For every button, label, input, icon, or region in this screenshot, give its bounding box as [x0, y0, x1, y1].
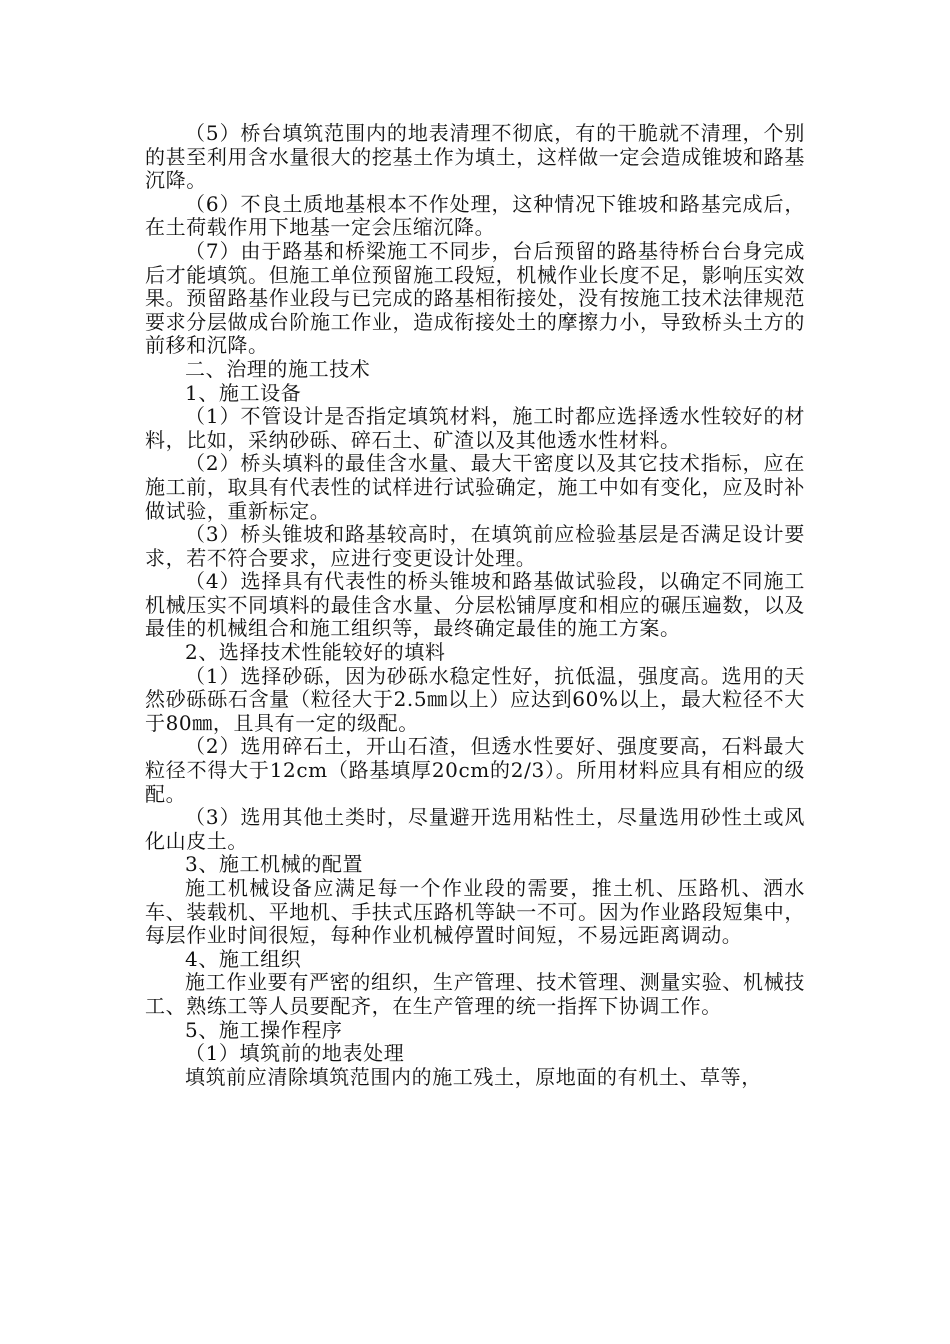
organization-paragraph: 施工作业要有严密的组织，生产管理、技术管理、测量实验、机械技工、熟练工等人员要配齐，在生产管理的统一指挥下协调工作。 — [145, 970, 805, 1018]
document-body — [145, 122, 805, 1089]
subsection-heading-2: 2、选择技术性能较好的填料 — [185, 640, 446, 665]
equipment-item-4: （4）选择具有代表性的桥头锥坡和路基做试验段，以确定不同施工机械压实不同填料的最佳含水量、分层松铺厚度和相应的碾压遍数，以及最佳的机械组合和施工组织等，最终确定最佳的施工方案。 — [145, 569, 805, 641]
procedure-item-1-text: 填筑前应清除填筑范围内的施工残土，原地面的有机土、草等， — [185, 1064, 762, 1089]
equipment-item-1: （1）不管设计是否指定填筑材料，施工时都应选择透水性较好的材料，比如，采纳砂砾、碎石土、矿渣以及其他透水性材料。 — [145, 404, 805, 452]
paragraph-6: （6）不良土质地基根本不作处理，这种情况下锥坡和路基完成后，在土荷载作用下地基一定会压缩沉降。 — [145, 191, 805, 240]
fill-item-1: （1）选择砂砾，因为砂砾水稳定性好，抗低温，强度高。选用的天然砂砾砾石含量（粒径大于2.5㎜以上）应达到60%以上，最大粒径不大于80㎜，且具有一定的级配。 — [145, 663, 805, 735]
procedure-item-1-heading: （1）填筑前的地表处理 — [185, 1041, 405, 1066]
subsection-heading-1: 1、施工设备 — [185, 380, 302, 405]
subsection-heading-3: 3、施工机械的配置 — [185, 852, 364, 877]
fill-item-2: （2）选用碎石土，开山石渣，但透水性要好、强度要高，石料最大粒径不得大于12cm（路基填厚20cm的2/3）。所用材料应具有相应的级配。 — [145, 734, 805, 806]
machinery-paragraph: 施工机械设备应满足每一个作业段的需要，推土机、压路机、洒水车、装载机、平地机、手扶式压路机等缺一不可。因为作业路段短集中，每层作业时间很短，每种作业机械停置时间短，不易远距离调动。 — [145, 876, 805, 948]
subsection-heading-5: 5、施工操作程序 — [185, 1017, 343, 1042]
fill-item-3: （3）选用其他土类时，尽量避开选用粘性土，尽量选用砂性土或风化山皮土。 — [145, 805, 805, 853]
equipment-item-3: （3）桥头锥坡和路基较高时，在填筑前应检验基层是否满足设计要求，若不符合要求，应进行变更设计处理。 — [145, 522, 805, 570]
subsection-heading-4: 4、施工组织 — [185, 946, 302, 971]
section-heading-2: 二、治理的施工技术 — [185, 356, 371, 381]
paragraph-7: （7）由于路基和桥梁施工不同步，台后预留的路基待桥台台身完成后才能填筑。但施工单位预留施工段短，机械作业长度不足，影响压实效果。预留路基作业段与已完成的路基相衔接处，没有按施工技术法律规范要求分层做成台阶施工作业，造成衔接处土的摩擦力小，导致桥头土方的前移和沉降。 — [145, 238, 805, 358]
paragraph-5: （5）桥台填筑范围内的地表清理不彻底，有的干脆就不清理，个别的甚至利用含水量很大的挖基土作为填土，这样做一定会造成锥坡和路基沉降。 — [145, 121, 805, 193]
equipment-item-2: （2）桥头填料的最佳含水量、最大干密度以及其它技术指标，应在施工前，取具有代表性的试样进行试验确定，施工中如有变化，应及时补做试验，重新标定。 — [145, 451, 805, 523]
